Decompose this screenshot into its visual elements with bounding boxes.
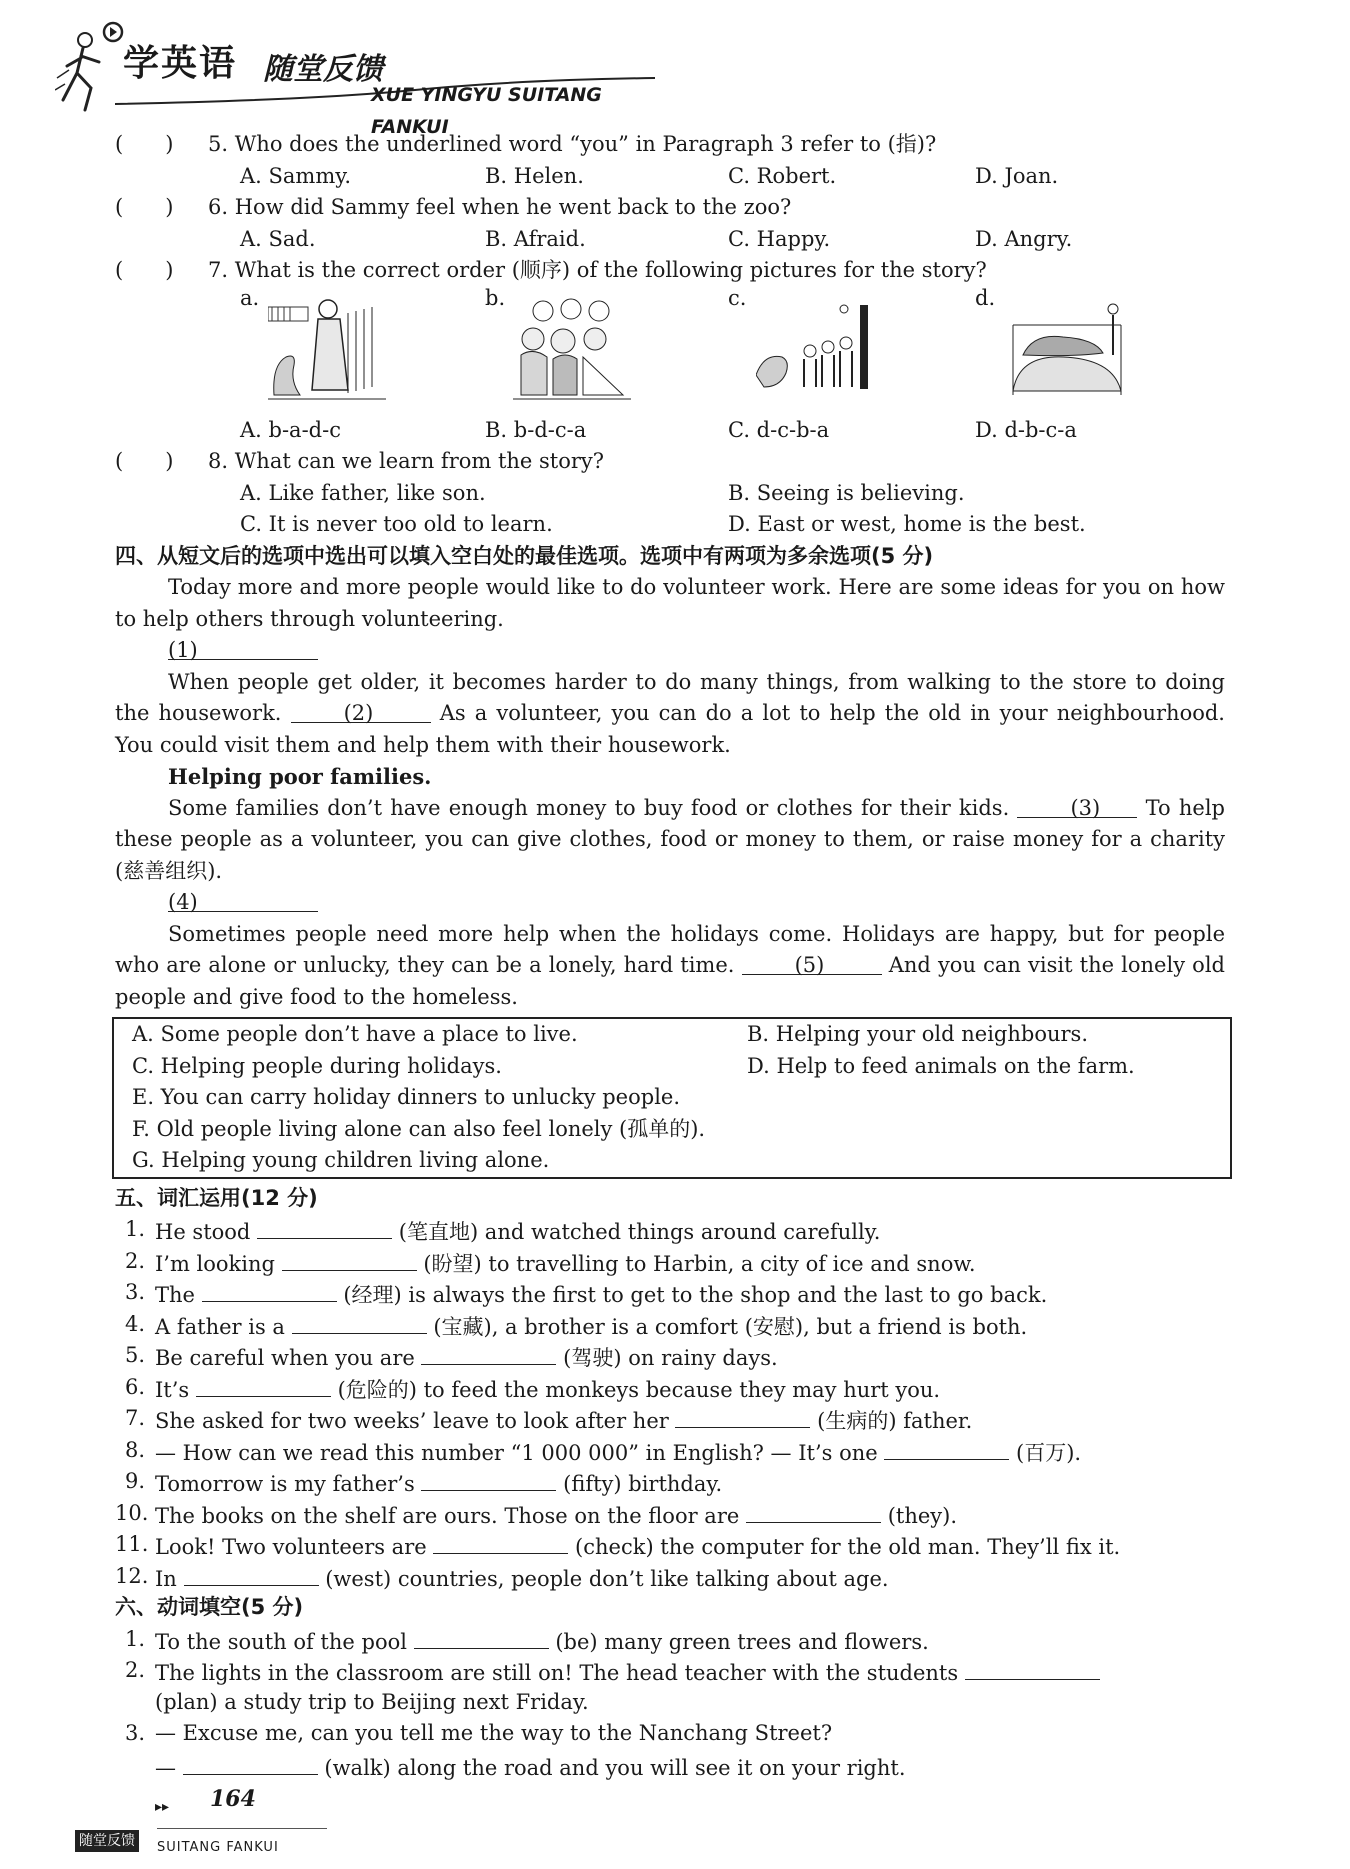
choice-b: B. Helping your old neighbours. — [747, 1022, 1089, 1046]
item-number: 3. — [124, 1280, 145, 1304]
footer-tag: 随堂反馈 — [75, 1830, 139, 1852]
man-and-seal-picture-icon — [268, 295, 388, 405]
answer-blank[interactable] — [675, 1403, 810, 1428]
item-suffix: (walk) along the road and you will see it on your right. — [324, 1755, 906, 1780]
item-prefix: The lights in the classroom are still on! The head teacher with the students — [155, 1661, 959, 1685]
passage-paragraph-3 — [115, 919, 1225, 1014]
page-number: 164 — [210, 1786, 256, 1812]
passage-paragraph-2 — [115, 793, 1225, 888]
option-c: C. Robert. — [728, 163, 837, 188]
item-suffix: (check) the computer for the old man. They’ll fix it. — [575, 1535, 1121, 1559]
paragraph-text: Sometimes people need more help when the holidays come. Holidays are happy, but for people who are alone or unlucky, they can be a lonely, hard time. — [115, 921, 1225, 977]
vocab-item-7 — [115, 1403, 1225, 1435]
subheading-poor-families: Helping poor families. — [168, 764, 432, 789]
option-b: B. Afraid. — [485, 226, 586, 251]
item-suffix: (宝藏), a brother is a comfort (安慰), but a friend is both. — [433, 1314, 1028, 1339]
blank-label: (5) — [794, 953, 825, 977]
item-number: 6. — [124, 1374, 145, 1399]
verb-item-3 — [115, 1718, 1225, 1750]
item-number: 7. — [124, 1406, 145, 1430]
item-number: 8. — [124, 1437, 145, 1462]
answer-blank[interactable] — [421, 1466, 556, 1491]
question-6-options — [115, 224, 1225, 256]
question-6 — [115, 192, 1225, 224]
option-b: B. b-d-c-a — [485, 417, 587, 442]
question-7-options — [115, 415, 1225, 447]
picture-label: c. — [728, 285, 747, 310]
header-title-en: XUE YINGYU SUITANG FANKUI — [371, 84, 602, 138]
section-5-title: 五、词汇运用(12 分) — [115, 1185, 318, 1210]
option-d: D. Joan. — [975, 163, 1059, 188]
question-7 — [115, 255, 1225, 287]
blank-label: (3) — [1070, 795, 1101, 820]
choice-c: C. Helping people during holidays. — [132, 1053, 502, 1078]
page-header — [55, 18, 655, 138]
verb-item-2 — [115, 1655, 1225, 1687]
answer-blank[interactable] — [965, 1655, 1100, 1680]
answer-paren[interactable]: ( ) — [115, 449, 174, 473]
option-a: A. b-a-d-c — [240, 417, 341, 442]
item-number: 5. — [124, 1343, 145, 1367]
vocab-item-3 — [115, 1277, 1225, 1309]
question-text: 5. Who does the underlined word “you” in Paragraph 3 refer to (指)? — [208, 132, 937, 156]
blank-1-row — [115, 635, 1225, 667]
answer-blank[interactable] — [184, 1561, 319, 1586]
item-suffix: (they). — [887, 1503, 958, 1528]
vocab-item-11 — [115, 1529, 1225, 1561]
item-number: 2. — [124, 1658, 145, 1682]
item-suffix: (百万). — [1016, 1440, 1082, 1465]
vocab-item-12 — [115, 1561, 1225, 1593]
option-d: D. d-b-c-a — [975, 417, 1077, 442]
question-text: 7. What is the correct order (顺序) of the following pictures for the story? — [208, 258, 987, 282]
item-prefix: She asked for two weeks’ leave to look after her — [155, 1409, 669, 1433]
choices-row — [132, 1051, 1212, 1083]
item-suffix: (经理) is always the first to get to the shop and the last to go back. — [343, 1283, 1048, 1307]
option-c: C. Happy. — [728, 226, 831, 251]
item-suffix: (驾驶) on rainy days. — [563, 1346, 778, 1370]
picture-c — [728, 287, 928, 415]
answer-blank[interactable] — [884, 1435, 1009, 1460]
question-5-options — [115, 161, 1225, 193]
vocab-item-1 — [115, 1214, 1225, 1246]
paragraph-text: And you can visit the lonely old people and give food to the homeless. — [115, 953, 1225, 1009]
reply-dash: — — [155, 1755, 176, 1780]
item-prefix: Tomorrow is my father’s — [155, 1472, 415, 1496]
story-pictures — [115, 287, 1225, 415]
answer-paren[interactable]: ( ) — [115, 195, 174, 219]
item-suffix: (危险的) to feed the monkeys because they may hurt you. — [337, 1377, 941, 1402]
item-number: 11. — [115, 1532, 149, 1556]
vocab-item-4 — [115, 1309, 1225, 1341]
item-number: 4. — [124, 1311, 145, 1336]
item-prefix: — How can we read this number “1 000 000” in English? — It’s one — [155, 1440, 878, 1465]
item-prefix: He stood — [155, 1220, 251, 1244]
choices-box — [112, 1017, 1232, 1179]
verb-item-2-cont — [115, 1687, 1225, 1719]
vocab-item-5 — [115, 1340, 1225, 1372]
answer-blank[interactable] — [196, 1372, 331, 1397]
item-number: 2. — [124, 1248, 145, 1273]
item-number: 1. — [124, 1217, 145, 1241]
answer-paren[interactable]: ( ) — [115, 132, 174, 156]
footer-tag-en: SUITANG FANKUI — [157, 1840, 279, 1855]
item-prefix: In — [155, 1566, 177, 1591]
item-suffix: (be) many green trees and flowers. — [555, 1629, 929, 1654]
picture-b — [485, 287, 685, 415]
vocab-item-6 — [115, 1372, 1225, 1404]
verb-item-1 — [115, 1624, 1225, 1656]
question-5 — [115, 129, 1225, 161]
item-suffix: (west) countries, people don’t like talking about age. — [325, 1566, 889, 1591]
choice-a: A. Some people don’t have a place to live. — [132, 1022, 578, 1046]
vocab-item-10 — [115, 1498, 1225, 1530]
paragraph-text: As a volunteer, you can do a lot to help the old in your neighbourhood. You could visit them and help them with their housework. — [115, 701, 1225, 757]
audience-picture-icon — [513, 295, 633, 405]
option-d: D. Angry. — [975, 226, 1073, 251]
page-footer — [55, 1770, 355, 1860]
picture-a — [240, 287, 440, 415]
choices-row — [132, 1019, 1212, 1051]
option-c: C. d-c-b-a — [728, 417, 830, 442]
item-prompt: — Excuse me, can you tell me the way to the Nanchang Street? — [155, 1721, 833, 1745]
seal-and-children-picture-icon — [756, 295, 886, 405]
blank-2[interactable] — [291, 698, 431, 723]
blank-3[interactable] — [1017, 793, 1137, 818]
item-suffix: (盼望) to travelling to Harbin, a city of ice and snow. — [423, 1251, 976, 1276]
picture-label: d. — [975, 285, 996, 310]
paragraph-text: To help these people as a volunteer, you can give clothes, food or money to them, or raise money for a charity (慈善组织). — [115, 795, 1225, 883]
question-8 — [115, 446, 1225, 478]
item-suffix: (生病的) father. — [817, 1409, 973, 1433]
main-content — [115, 129, 1225, 1781]
item-number: 12. — [115, 1563, 149, 1588]
seal-on-rock-picture-icon — [1003, 295, 1133, 405]
paragraph-text: When people get older, it becomes harder to do many things, from walking to the store to doing the housework. — [115, 669, 1225, 725]
picture-label: a. — [240, 285, 260, 310]
item-suffix: (笔直地) and watched things around carefully. — [398, 1220, 881, 1244]
section-4-title: 四、从短文后的选项中选出可以填入空白处的最佳选项。选项中有两项为多余选项(5 分) — [115, 543, 934, 568]
blank-label: (1) — [168, 638, 198, 662]
footer-rule — [157, 1828, 327, 1829]
item-prefix: To the south of the pool — [155, 1629, 407, 1654]
vocab-item-2 — [115, 1246, 1225, 1278]
question-8-options-row1 — [115, 478, 1225, 510]
passage-paragraph-1 — [115, 667, 1225, 762]
question-text: 6. How did Sammy feel when he went back to the zoo? — [208, 195, 792, 219]
answer-paren[interactable]: ( ) — [115, 258, 174, 282]
answer-blank[interactable] — [433, 1529, 568, 1554]
item-number: 3. — [124, 1721, 145, 1745]
vocab-item-8 — [115, 1435, 1225, 1467]
item-suffix: (plan) a study trip to Beijing next Friday. — [155, 1689, 589, 1714]
item-number: 1. — [124, 1626, 145, 1651]
choice-e: E. You can carry holiday dinners to unlucky people. — [132, 1085, 681, 1109]
option-b: B. Seeing is believing. — [728, 480, 965, 505]
passage-intro: Today more and more people would like to do volunteer work. Here are some ideas for you on how to help others through volunteering. — [115, 575, 1225, 631]
picture-label: b. — [485, 285, 506, 310]
option-a: A. Sammy. — [240, 163, 351, 188]
header-title-zh2: 随堂反馈 — [263, 52, 383, 87]
item-prefix: A father is a — [155, 1314, 285, 1339]
choice-d: D. Help to feed animals on the farm. — [747, 1053, 1135, 1078]
blank-1[interactable] — [168, 635, 318, 660]
item-prefix: It’s — [155, 1377, 190, 1402]
item-prefix: Be careful when you are — [155, 1346, 415, 1370]
blank-label: (4) — [168, 890, 198, 914]
item-prefix: Look! Two volunteers are — [155, 1535, 427, 1559]
paragraph-text: Some families don’t have enough money to buy food or clothes for their kids. — [168, 795, 1010, 820]
answer-blank[interactable] — [414, 1624, 549, 1649]
option-d: D. East or west, home is the best. — [728, 512, 1086, 536]
blank-label: (2) — [343, 701, 374, 725]
answer-blank[interactable] — [746, 1498, 881, 1523]
answer-blank[interactable] — [421, 1340, 556, 1365]
double-arrow-icon: ▸▸ — [155, 1799, 170, 1815]
item-suffix: (fifty) birthday. — [563, 1472, 723, 1496]
option-c: C. It is never too old to learn. — [240, 512, 553, 536]
blank-5[interactable] — [742, 950, 882, 975]
answer-blank[interactable] — [282, 1246, 417, 1271]
option-b: B. Helen. — [485, 163, 584, 188]
section-6-title: 六、动词填空(5 分) — [115, 1595, 304, 1619]
item-number: 9. — [124, 1469, 145, 1493]
item-number: 10. — [115, 1500, 149, 1525]
vocabulary-list — [115, 1214, 1225, 1592]
answer-blank[interactable] — [202, 1277, 337, 1302]
item-prefix: The books on the shelf are ours. Those on the floor are — [155, 1503, 740, 1528]
choice-f: F. Old people living alone can also feel lonely (孤单的). — [132, 1116, 706, 1141]
header-title-zh: 学英语 — [123, 43, 238, 84]
blank-4-row — [115, 887, 1225, 919]
item-prefix: The — [155, 1283, 195, 1307]
verb-fill-list — [115, 1624, 1225, 1782]
answer-blank[interactable] — [292, 1309, 427, 1334]
vocab-item-9 — [115, 1466, 1225, 1498]
question-text: 8. What can we learn from the story? — [208, 449, 605, 473]
option-a: A. Like father, like son. — [240, 480, 486, 505]
item-prefix: I’m looking — [155, 1251, 275, 1276]
option-a: A. Sad. — [240, 226, 316, 251]
picture-d — [975, 287, 1175, 415]
question-8-options-row2 — [115, 509, 1225, 541]
answer-blank[interactable] — [257, 1214, 392, 1239]
blank-4[interactable] — [168, 887, 318, 912]
choice-g: G. Helping young children living alone. — [132, 1148, 550, 1172]
